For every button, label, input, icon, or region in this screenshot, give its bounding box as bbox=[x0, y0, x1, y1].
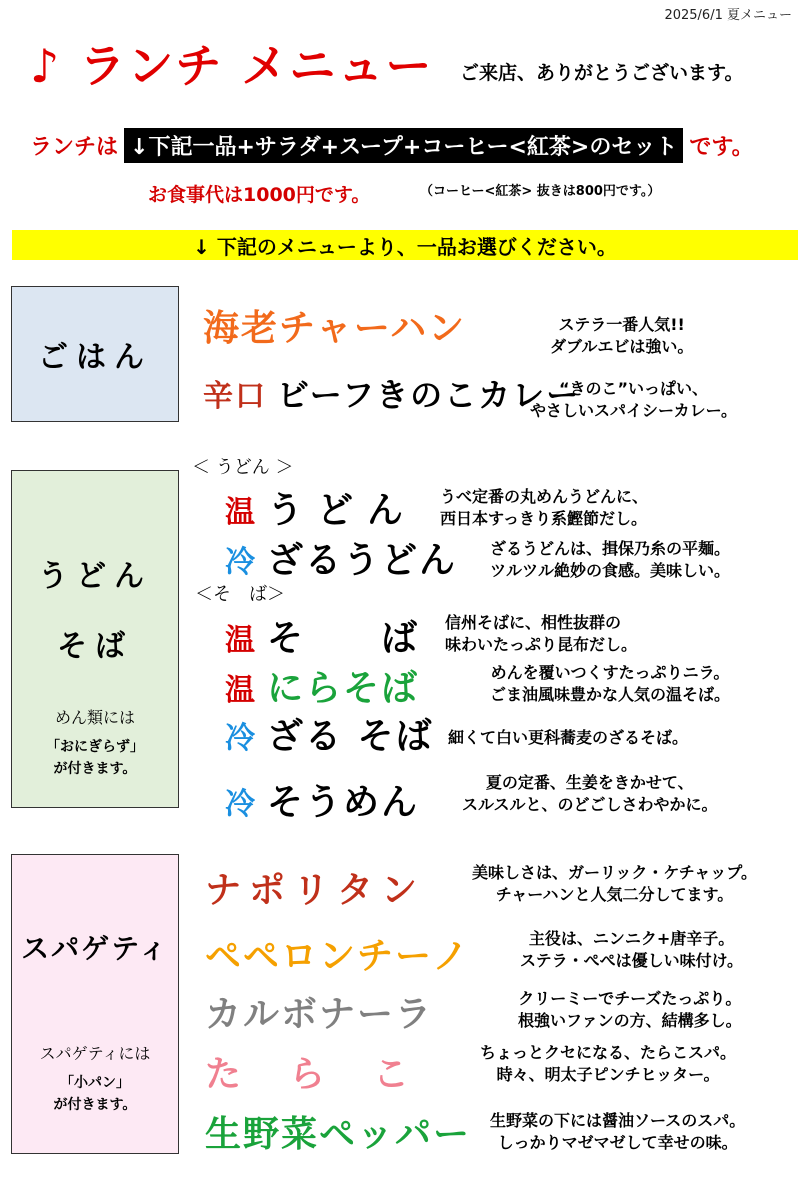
dish-carbonara bbox=[205, 986, 433, 1037]
desc-line: ステラ・ぺぺは優しい味付け。 bbox=[520, 951, 744, 970]
category-gohan bbox=[11, 286, 179, 422]
dish-name: ペペロンチーノ bbox=[205, 936, 471, 977]
cold-tag: 冷 bbox=[225, 545, 257, 580]
dish-hot-soba bbox=[225, 610, 419, 661]
page-title: ♪ ランチ メニュー bbox=[30, 39, 434, 93]
desc-line: チャーハンと人気二分してます。 bbox=[495, 885, 734, 904]
desc-line: ざるうどんは、揖保乃糸の平麺。 bbox=[490, 539, 731, 558]
desc-line: しっかりマゼマゼして幸せの味。 bbox=[497, 1133, 738, 1152]
dish-desc bbox=[448, 727, 688, 749]
dish-name: 生野菜ペッパー bbox=[205, 1114, 472, 1155]
dish-name: ナポリタン bbox=[205, 870, 426, 911]
dish-napolitan bbox=[205, 862, 425, 913]
dish-name: た ら こ bbox=[205, 1054, 416, 1095]
desc-line: ダブルエビは強い。 bbox=[550, 337, 694, 356]
set-description bbox=[30, 128, 754, 163]
dish-name: そうめん bbox=[267, 782, 420, 823]
cold-tag: 冷 bbox=[225, 787, 257, 822]
dish-beef-curry bbox=[203, 370, 580, 416]
dish-desc bbox=[472, 862, 757, 906]
dish-desc bbox=[445, 612, 637, 656]
dish-peperoncino bbox=[205, 928, 470, 979]
dish-name: うどん bbox=[267, 490, 418, 531]
menu-date: 2025/6/1 夏メニュー bbox=[664, 8, 792, 23]
desc-line: ツルツル絶妙の食感。美味しい。 bbox=[490, 561, 731, 580]
desc-line: ちょっとクセになる、たらこスパ。 bbox=[480, 1043, 737, 1062]
desc-line: 夏の定番、生姜をきかせて、 bbox=[485, 773, 694, 792]
dish-tag: 辛口 bbox=[203, 379, 267, 414]
dish-tarako bbox=[205, 1046, 415, 1097]
dish-desc bbox=[550, 314, 693, 358]
dish-name: 海老チャーハン bbox=[203, 308, 467, 349]
category-title-gohan: ごはん bbox=[38, 340, 152, 375]
desc-line: 生野菜の下には醤油ソースのスパ。 bbox=[490, 1111, 746, 1130]
dish-ebi-chahan bbox=[203, 300, 466, 351]
desc-line: 根強いファンの方、結構多し。 bbox=[518, 1011, 742, 1030]
dish-name: ざる そば bbox=[267, 716, 434, 757]
set-content-box: ↓下記一品+サラダ+スープ+コーヒー<紅茶>のセット bbox=[124, 128, 683, 163]
soba-header: ＜そ ば＞ bbox=[195, 584, 285, 605]
cold-tag: 冷 bbox=[225, 721, 257, 756]
dish-desc bbox=[520, 928, 743, 972]
desc-line: うべ定番の丸めんうどんに、 bbox=[440, 487, 649, 506]
desc-line: 細くて白い更科蕎麦のざるそば。 bbox=[448, 728, 689, 747]
dish-desc bbox=[440, 486, 648, 530]
category-title-udon: うどん bbox=[38, 559, 152, 594]
dish-name: ビーフきのこカレー bbox=[277, 376, 581, 414]
dish-desc bbox=[490, 538, 730, 582]
hot-tag: 温 bbox=[225, 495, 257, 530]
dish-desc bbox=[490, 662, 730, 706]
dish-name: ざるうどん bbox=[267, 540, 458, 581]
hot-tag: 温 bbox=[225, 673, 257, 708]
dish-desc bbox=[490, 1110, 745, 1154]
category-note: スパゲティには bbox=[39, 1044, 151, 1063]
price-note: （コーヒー<紅茶> 抜きは800円です。） bbox=[420, 184, 661, 199]
udon-header: ＜ うどん ＞ bbox=[192, 457, 294, 478]
dish-vegetable-pepper bbox=[205, 1106, 471, 1157]
category-title-spaghetti: スパゲティ bbox=[21, 932, 169, 965]
category-note-bonus bbox=[46, 736, 144, 780]
dish-nira-soba bbox=[225, 660, 419, 711]
price-text: お食事代は1000円です。 bbox=[148, 184, 371, 206]
desc-line: 主役は、ニンニク+唐辛子。 bbox=[528, 929, 735, 948]
category-spaghetti bbox=[11, 854, 179, 1154]
desc-line: 西日本すっきり系鰹節だし。 bbox=[440, 509, 648, 528]
set-suffix: です。 bbox=[689, 135, 754, 160]
desc-line: スルスルと、のどごしさわやかに。 bbox=[462, 795, 718, 814]
desc-line: ごま油風味豊かな人気の温そば。 bbox=[490, 685, 731, 704]
dish-zaru-soba bbox=[225, 708, 434, 759]
desc-line: めんを覆いつくすたっぷりニラ。 bbox=[490, 663, 730, 682]
dish-desc bbox=[530, 378, 737, 422]
dish-zaru-udon bbox=[225, 532, 457, 583]
category-title-soba: そば bbox=[57, 629, 133, 664]
category-noodles bbox=[11, 470, 179, 808]
dish-name: カルボナーラ bbox=[205, 994, 434, 1035]
set-prefix: ランチは bbox=[30, 135, 119, 160]
note-line: が付きます。 bbox=[53, 761, 137, 777]
desc-line: クリーミーでチーズたっぷり。 bbox=[518, 989, 742, 1008]
dish-name: にらそば bbox=[267, 668, 420, 709]
desc-line: 味わいたっぷり昆布だし。 bbox=[445, 635, 638, 654]
desc-line: ステラ一番人気!! bbox=[558, 315, 685, 334]
dish-hot-udon bbox=[225, 482, 417, 533]
desc-line: 時々、明太子ピンチヒッター。 bbox=[496, 1065, 720, 1084]
dish-desc bbox=[480, 1042, 736, 1086]
note-line: が付きます。 bbox=[53, 1097, 137, 1113]
choose-banner: ↓ 下記のメニューより、一品お選びください。 bbox=[12, 230, 798, 260]
hot-tag: 温 bbox=[225, 623, 257, 658]
category-note-bonus bbox=[54, 1072, 137, 1116]
dish-desc bbox=[518, 988, 742, 1032]
note-line: 「小パン」 bbox=[59, 1075, 130, 1091]
category-note: めん類には bbox=[54, 708, 135, 727]
note-line: 「おにぎらず」 bbox=[46, 739, 144, 755]
dish-somen bbox=[225, 774, 419, 825]
dish-name: そ ば bbox=[267, 618, 420, 659]
desc-line: 信州そばに、相性抜群の bbox=[445, 613, 622, 632]
desc-line: “きのこ”いっぱい、 bbox=[559, 379, 709, 398]
desc-line: やさしいスパイシーカレー。 bbox=[530, 401, 738, 420]
dish-desc bbox=[462, 772, 718, 816]
desc-line: 美味しさは、ガーリック・ケチャップ。 bbox=[472, 863, 757, 882]
greeting-text: ご来店、ありがとうございます。 bbox=[460, 62, 744, 84]
